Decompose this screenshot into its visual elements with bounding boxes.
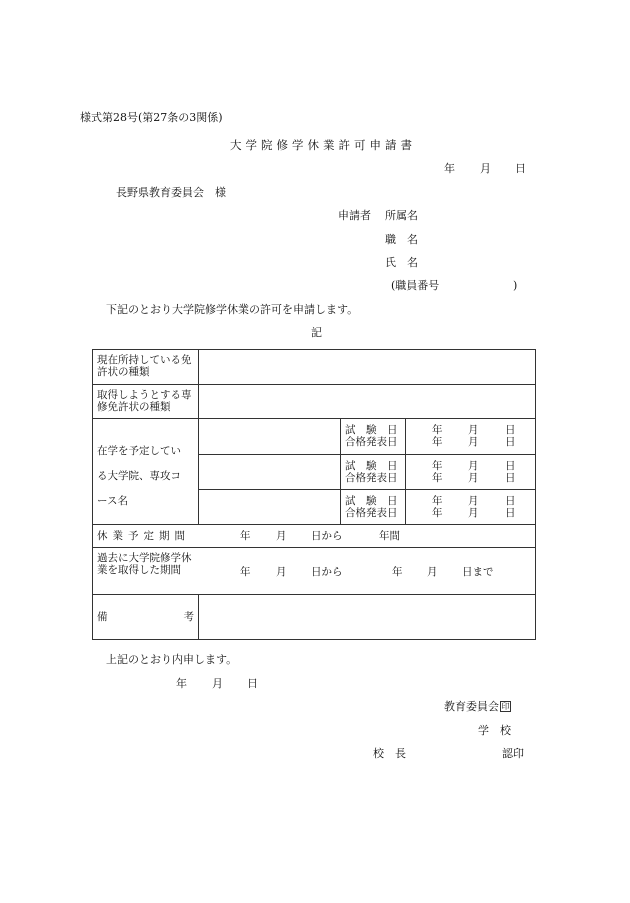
staff-number-open: (職員番号 [391,279,440,292]
footer-year: 年 [176,677,187,690]
table-divider [405,418,406,524]
approval-seal-label: 認印 [502,747,524,760]
table-divider [198,454,536,455]
exam-month: 月 [468,495,479,507]
staff-number-close: ) [513,279,518,292]
footer-day: 日 [247,677,258,690]
header-date-month: 月 [480,162,491,175]
result-month: 月 [468,436,479,448]
header-date-day: 日 [515,162,526,175]
board-seal [500,701,511,712]
exam-year: 年 [432,460,443,472]
exam-date-label: 試 験 日 [345,424,398,436]
exam-date-label: 試 験 日 [345,460,398,472]
result-year: 年 [432,436,443,448]
board-seal-char: 印 [501,702,510,711]
table-divider [340,418,341,524]
exam-year: 年 [432,424,443,436]
remarks-label [97,611,194,623]
exam-date-label: 試 験 日 [345,495,398,507]
table-divider [198,489,536,490]
table-divider [92,594,536,595]
result-year: 年 [432,472,443,484]
table-divider [92,418,536,419]
exam-day: 日 [505,495,516,507]
period-from: 日から [311,530,343,542]
period-year: 年 [240,530,251,542]
exam-month: 月 [468,424,479,436]
exam-month: 月 [468,460,479,472]
applicant-affiliation-label: 所属名 [385,209,418,222]
footer-month: 月 [212,677,223,690]
school-label: 学 校 [478,724,511,737]
exam-day: 日 [505,460,516,472]
result-date-label: 合格発表日 [345,507,398,519]
addressee: 長野県教育委員会 様 [116,186,226,199]
request-text: 下記のとおり大学院修学休業の許可を申請します。 [106,303,359,316]
table-divider [198,594,199,640]
past-start-month: 月 [276,566,287,578]
graduate-school-label: 在学を予定している大学院、専攻コース名 [97,445,181,507]
result-month: 月 [468,472,479,484]
board-of-education: 教育委員会 [444,700,499,713]
table-divider [92,524,536,525]
principal-label: 校 長 [373,747,406,760]
past-from: 日から [311,566,343,578]
current-license-label: 現在所持している免許状の種類 [97,354,192,378]
result-date-label: 合格発表日 [345,472,398,484]
result-month: 月 [468,507,479,519]
remarks-label-char: 考 [183,611,194,623]
page-title: 大学院修学休業許可申請書 [230,138,416,152]
exam-year: 年 [432,495,443,507]
past-until: 日まで [462,566,494,578]
period-years: 年間 [379,530,400,542]
header-date-year: 年 [444,162,455,175]
table-divider [92,384,536,385]
report-text: 上記のとおり内申します。 [106,653,238,666]
table-divider [92,547,536,548]
leave-period-label: 休業予定期間 [97,530,190,542]
applicant-label: 申請者 [338,209,371,222]
form-number: 様式第28号(第27条の3関係) [80,111,223,124]
applicant-job-title-label: 職 名 [385,233,418,246]
past-start-year: 年 [240,566,251,578]
ki-label: 記 [311,326,322,339]
result-year: 年 [432,507,443,519]
remarks-label-char: 備 [97,611,108,623]
target-license-label: 取得しようとする専修免許状の種類 [97,389,192,413]
past-leave-label: 過去に大学院修学休業を取得した期間 [97,552,192,576]
result-day: 日 [505,507,516,519]
applicant-name-label: 氏 名 [385,256,418,269]
exam-day: 日 [505,424,516,436]
period-month: 月 [276,530,287,542]
table-divider [198,349,199,524]
past-end-month: 月 [427,566,438,578]
result-day: 日 [505,472,516,484]
result-day: 日 [505,436,516,448]
past-end-year: 年 [392,566,403,578]
result-date-label: 合格発表日 [345,436,398,448]
